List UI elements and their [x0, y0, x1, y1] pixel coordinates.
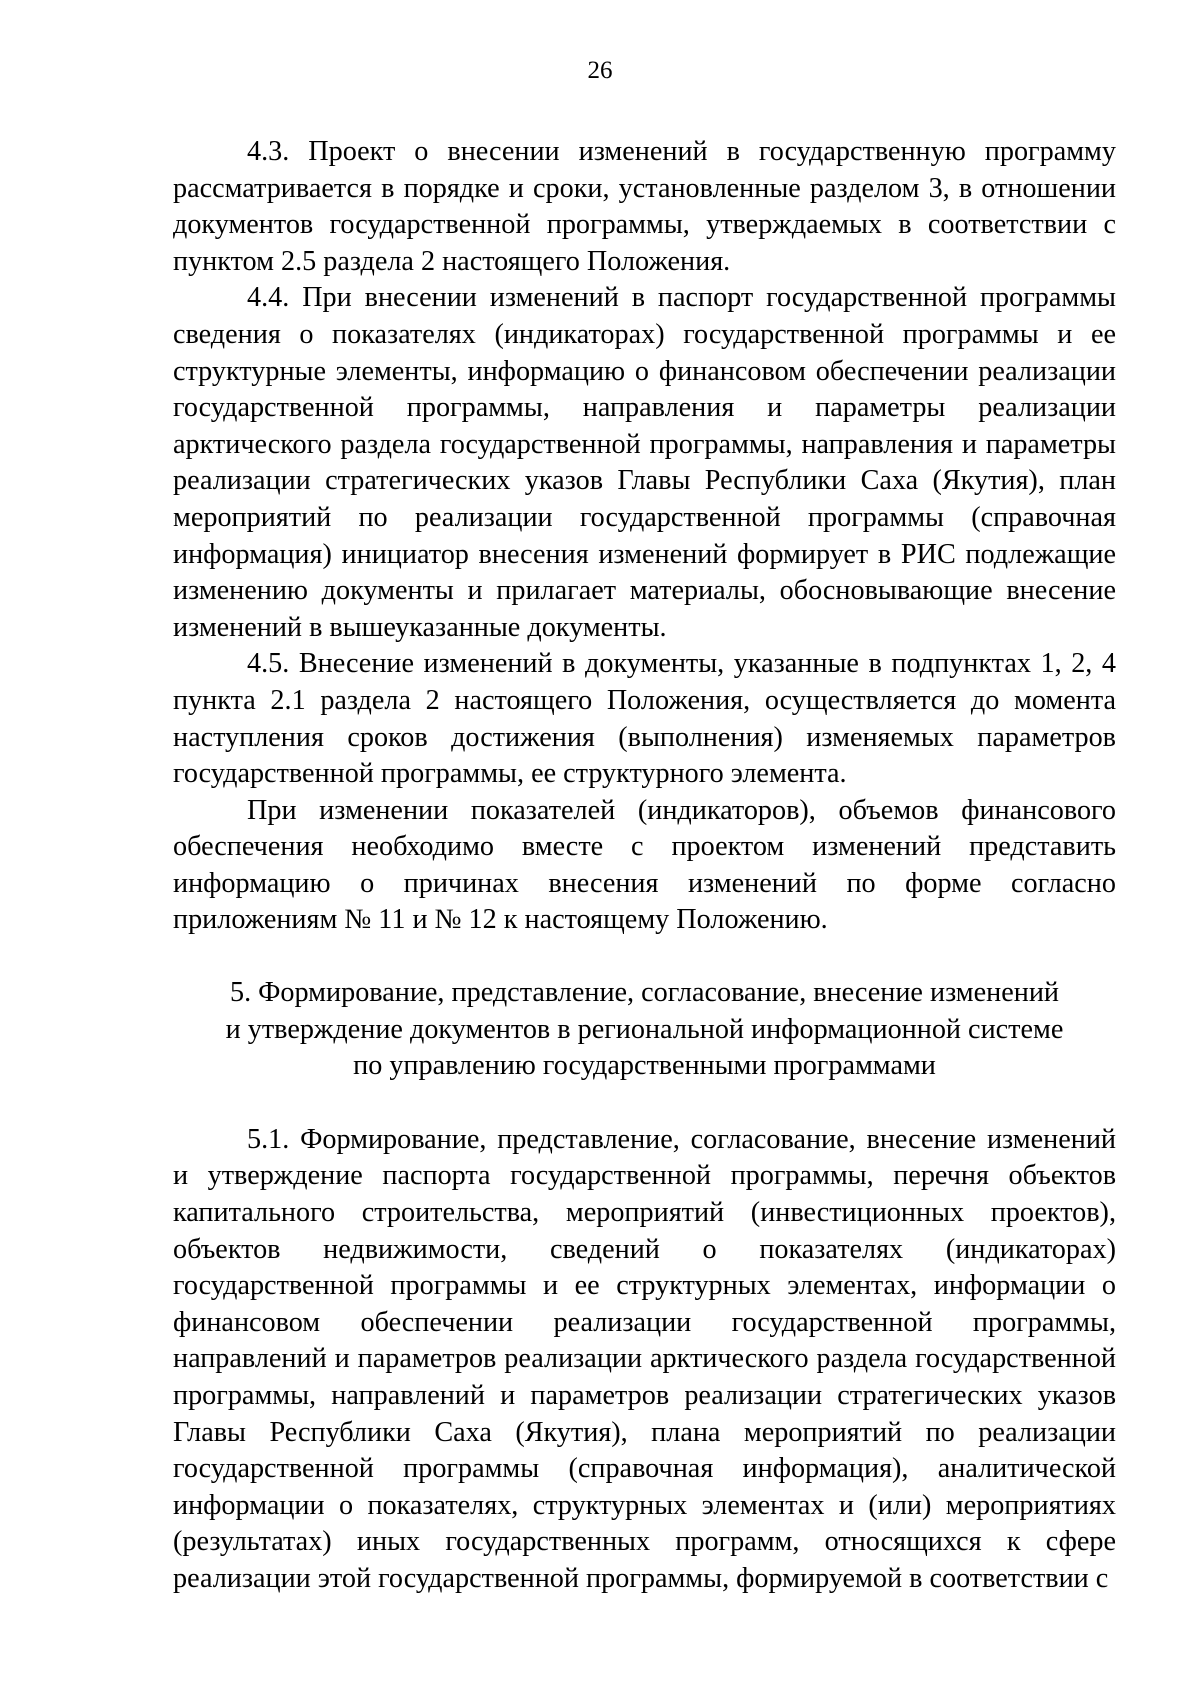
- section-5-heading: [173, 975, 1116, 1085]
- section-5-heading-line-2: и утверждение документов в региональной информационной системе: [225, 1013, 1064, 1045]
- paragraph-4-5-note: При изменении показателей (индикаторов), объемов финансового обеспечения необходимо вместе с проектом изменений представить информацию о причинах внесения изменений по форме согласно приложениям № 11 и № 12 к настоящему Положению.: [173, 794, 1116, 936]
- section-5-heading-line-3: по управлению государственными программами: [353, 1050, 936, 1082]
- paragraph-4-3: 4.3. Проект о внесении изменений в государственную программу рассматривается в порядке и сроки, установленные разделом 3, в отношении документов государственной программы, утверждаемых в соответствии с пунктом 2.5 раздела 2 настоящего Положения.: [173, 136, 1116, 277]
- document-body: [173, 134, 1116, 1598]
- paragraph-5-1: 5.1. Формирование, представление, согласование, внесение изменений и утверждение паспорта государственной программы, перечня объектов капитального строительства, мероприятий (инвестиционных проектов), объектов недвижимости, сведений о показателях (индикаторах) государственной программы и ее структурных элементах, информации о финансовом обеспечении реализации государственной программы, направлений и параметров реализации арктического раздела государственной программы, направлений и параметров реализации стратегических указов Главы Республики Саха (Якутия), плана мероприятий по реализации государственной программы (справочная информация), аналитической информации о показателях, структурных элементах и (или) мероприятиях (результатах) иных государственных программ, относящихся к сфере реализации этой государственной программы, формируемой в соответствии с: [173, 1123, 1116, 1594]
- page-number: 26: [587, 57, 613, 84]
- paragraph-4-5: 4.5. Внесение изменений в документы, указанные в подпунктах 1, 2, 4 пункта 2.1 раздела 2 настоящего Положения, осуществляется до момента наступления сроков достижения (выполнения) изменяемых параметров государственной программы, ее структурного элемента.: [173, 648, 1116, 790]
- section-5-heading-line-1: 5. Формирование, представление, согласование, внесение изменений: [229, 977, 1060, 1009]
- paragraph-4-4: 4.4. При внесении изменений в паспорт государственной программы сведения о показателях (индикаторах) государственной программы и ее структурные элементы, информацию о финансовом обеспечении реализации государственной программы, направления и параметры реализации арктического раздела государственной программы, направления и параметры реализации стратегических указов Главы Республики Саха (Якутия), план мероприятий по реализации государственной программы (справочная информация) инициатор внесения изменений формирует в РИС подлежащие изменению документы и прилагает материалы, обосновывающие внесение изменений в вышеуказанные документы.: [173, 282, 1116, 643]
